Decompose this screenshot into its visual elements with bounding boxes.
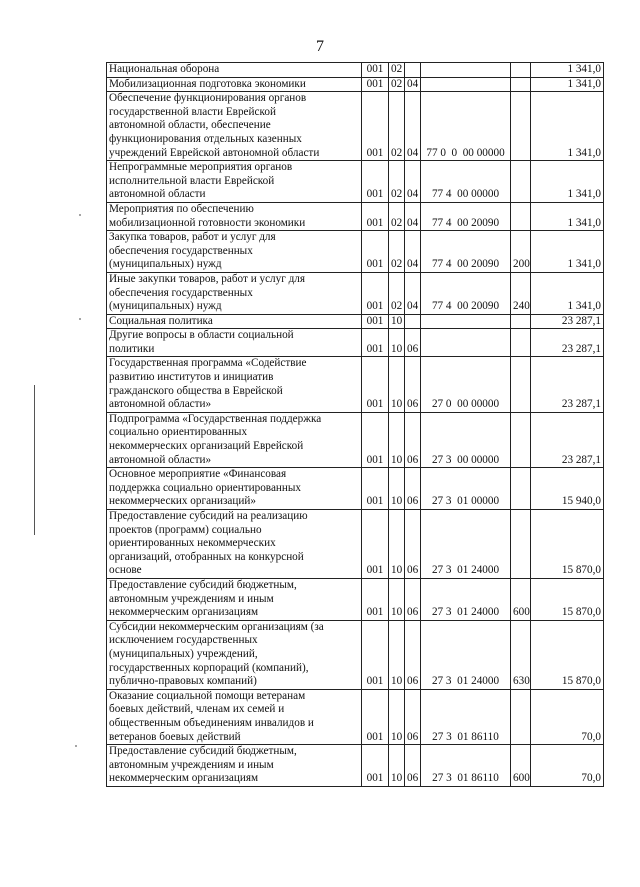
cell-csr: 77 4 00 20090 (421, 202, 511, 230)
cell-sum: 1 341,0 (531, 272, 604, 314)
cell-ved: 001 (362, 412, 389, 467)
page-number: 7 (316, 38, 324, 55)
cell-rz: 10 (389, 510, 405, 579)
cell-vr: 630 (511, 620, 531, 689)
cell-vr: 200 (511, 231, 531, 273)
cell-rz: 10 (389, 412, 405, 467)
cell-csr: 27 3 01 86110 (421, 689, 511, 744)
scan-speck (79, 318, 81, 320)
cell-vr (511, 314, 531, 329)
cell-pr (405, 63, 421, 78)
table-row (107, 620, 604, 689)
cell-ved: 001 (362, 745, 389, 787)
table-row (107, 329, 604, 357)
table-row (107, 272, 604, 314)
cell-name: Непрограммные мероприятия органов исполнительной власти Еврейской автономной области (107, 161, 362, 203)
cell-sum: 1 341,0 (531, 231, 604, 273)
cell-ved: 001 (362, 77, 389, 92)
cell-rz: 10 (389, 357, 405, 412)
cell-name: Иные закупки товаров, работ и услуг для обеспечения государственных (муниципальных) нужд (107, 272, 362, 314)
cell-csr: 27 3 01 24000 (421, 578, 511, 620)
cell-pr: 04 (405, 92, 421, 161)
cell-csr (421, 77, 511, 92)
cell-csr: 77 4 00 00000 (421, 161, 511, 203)
cell-vr (511, 468, 531, 510)
cell-ved: 001 (362, 329, 389, 357)
table-row (107, 77, 604, 92)
cell-vr (511, 689, 531, 744)
cell-sum: 23 287,1 (531, 329, 604, 357)
cell-rz: 02 (389, 63, 405, 78)
cell-sum: 15 870,0 (531, 620, 604, 689)
cell-pr: 06 (405, 329, 421, 357)
cell-csr: 27 3 01 00000 (421, 468, 511, 510)
cell-ved: 001 (362, 272, 389, 314)
cell-csr: 27 3 00 00000 (421, 412, 511, 467)
cell-csr (421, 329, 511, 357)
cell-pr: 06 (405, 510, 421, 579)
cell-pr: 06 (405, 412, 421, 467)
cell-pr (405, 314, 421, 329)
cell-rz: 02 (389, 272, 405, 314)
cell-name: Предоставление субсидий бюджетным, автономным учреждениям и иным некоммерческим организациям (107, 745, 362, 787)
cell-csr: 27 3 01 24000 (421, 620, 511, 689)
cell-vr: 240 (511, 272, 531, 314)
cell-name: Субсидии некоммерческим организациям (за исключением государственных (муниципальных) учреждений, государственных корпораций (компаний), публично-правовых компаний) (107, 620, 362, 689)
cell-pr: 06 (405, 620, 421, 689)
cell-name: Национальная оборона (107, 63, 362, 78)
table-row (107, 63, 604, 78)
table-row (107, 578, 604, 620)
table-row (107, 510, 604, 579)
cell-sum: 1 341,0 (531, 202, 604, 230)
table-body (107, 63, 604, 787)
cell-name: Мероприятия по обеспечению мобилизационной готовности экономики (107, 202, 362, 230)
table-row (107, 689, 604, 744)
cell-sum: 70,0 (531, 689, 604, 744)
cell-sum: 15 940,0 (531, 468, 604, 510)
cell-name: Предоставление субсидий бюджетным, автономным учреждениям и иным некоммерческим организациям (107, 578, 362, 620)
cell-pr: 06 (405, 745, 421, 787)
cell-name: Мобилизационная подготовка экономики (107, 77, 362, 92)
cell-pr: 04 (405, 77, 421, 92)
cell-ved: 001 (362, 578, 389, 620)
cell-ved: 001 (362, 202, 389, 230)
cell-sum: 1 341,0 (531, 63, 604, 78)
table-row (107, 161, 604, 203)
cell-ved: 001 (362, 161, 389, 203)
cell-pr: 04 (405, 202, 421, 230)
cell-vr (511, 63, 531, 78)
cell-rz: 02 (389, 161, 405, 203)
cell-ved: 001 (362, 357, 389, 412)
cell-rz: 10 (389, 329, 405, 357)
cell-rz: 10 (389, 745, 405, 787)
cell-csr: 77 0 0 00 00000 (421, 92, 511, 161)
table-row (107, 468, 604, 510)
cell-ved: 001 (362, 63, 389, 78)
cell-sum: 23 287,1 (531, 412, 604, 467)
table-row (107, 314, 604, 329)
cell-name: Государственная программа «Содействие развитию институтов и инициатив гражданского общества в Еврейской автономной области» (107, 357, 362, 412)
cell-pr: 06 (405, 468, 421, 510)
cell-sum: 1 341,0 (531, 161, 604, 203)
cell-name: Оказание социальной помощи ветеранам боевых действий, членам их семей и общественным объединениям инвалидов и ветеранов боевых действий (107, 689, 362, 744)
cell-name: Другие вопросы в области социальной политики (107, 329, 362, 357)
cell-sum: 15 870,0 (531, 510, 604, 579)
cell-vr (511, 357, 531, 412)
budget-table (106, 62, 604, 787)
cell-sum: 1 341,0 (531, 92, 604, 161)
cell-pr: 04 (405, 161, 421, 203)
cell-name: Закупка товаров, работ и услуг для обеспечения государственных (муниципальных) нужд (107, 231, 362, 273)
cell-rz: 02 (389, 231, 405, 273)
cell-rz: 02 (389, 92, 405, 161)
cell-csr: 77 4 00 20090 (421, 272, 511, 314)
cell-rz: 02 (389, 77, 405, 92)
table-row (107, 412, 604, 467)
cell-csr: 27 0 00 00000 (421, 357, 511, 412)
cell-pr: 06 (405, 357, 421, 412)
cell-ved: 001 (362, 620, 389, 689)
scan-speck (75, 745, 77, 747)
cell-ved: 001 (362, 231, 389, 273)
cell-vr (511, 412, 531, 467)
cell-name: Подпрограмма «Государственная поддержка социально ориентированных некоммерческих организаций Еврейской автономной области» (107, 412, 362, 467)
cell-rz: 10 (389, 314, 405, 329)
cell-vr (511, 510, 531, 579)
cell-vr (511, 329, 531, 357)
cell-sum: 70,0 (531, 745, 604, 787)
cell-sum: 15 870,0 (531, 578, 604, 620)
cell-name: Предоставление субсидий на реализацию проектов (программ) социально ориентированных некоммерческих организаций, отобранных на конкурсной основе (107, 510, 362, 579)
cell-csr: 27 3 01 24000 (421, 510, 511, 579)
margin-rule (34, 385, 35, 535)
cell-vr (511, 92, 531, 161)
cell-ved: 001 (362, 314, 389, 329)
table-row (107, 231, 604, 273)
cell-pr: 04 (405, 231, 421, 273)
cell-ved: 001 (362, 92, 389, 161)
cell-name: Обеспечение функционирования органов государственной власти Еврейской автономной области, обеспечение функционирования отдельных казенных учреждений Еврейской автономной области (107, 92, 362, 161)
cell-rz: 10 (389, 689, 405, 744)
cell-rz: 10 (389, 578, 405, 620)
table-row (107, 202, 604, 230)
cell-pr: 06 (405, 689, 421, 744)
cell-sum: 23 287,1 (531, 314, 604, 329)
cell-sum: 23 287,1 (531, 357, 604, 412)
table-row (107, 357, 604, 412)
cell-name: Основное мероприятие «Финансовая поддержка социально ориентированных некоммерческих организаций» (107, 468, 362, 510)
cell-rz: 10 (389, 468, 405, 510)
table-row (107, 92, 604, 161)
scan-speck (79, 214, 81, 216)
cell-vr (511, 77, 531, 92)
cell-csr: 27 3 01 86110 (421, 745, 511, 787)
cell-ved: 001 (362, 468, 389, 510)
cell-vr (511, 202, 531, 230)
cell-rz: 10 (389, 620, 405, 689)
cell-ved: 001 (362, 689, 389, 744)
cell-vr: 600 (511, 745, 531, 787)
cell-vr: 600 (511, 578, 531, 620)
cell-rz: 02 (389, 202, 405, 230)
cell-ved: 001 (362, 510, 389, 579)
cell-name: Социальная политика (107, 314, 362, 329)
cell-pr: 06 (405, 578, 421, 620)
cell-pr: 04 (405, 272, 421, 314)
cell-csr (421, 314, 511, 329)
cell-csr: 77 4 00 20090 (421, 231, 511, 273)
cell-csr (421, 63, 511, 78)
table-row (107, 745, 604, 787)
cell-sum: 1 341,0 (531, 77, 604, 92)
cell-vr (511, 161, 531, 203)
